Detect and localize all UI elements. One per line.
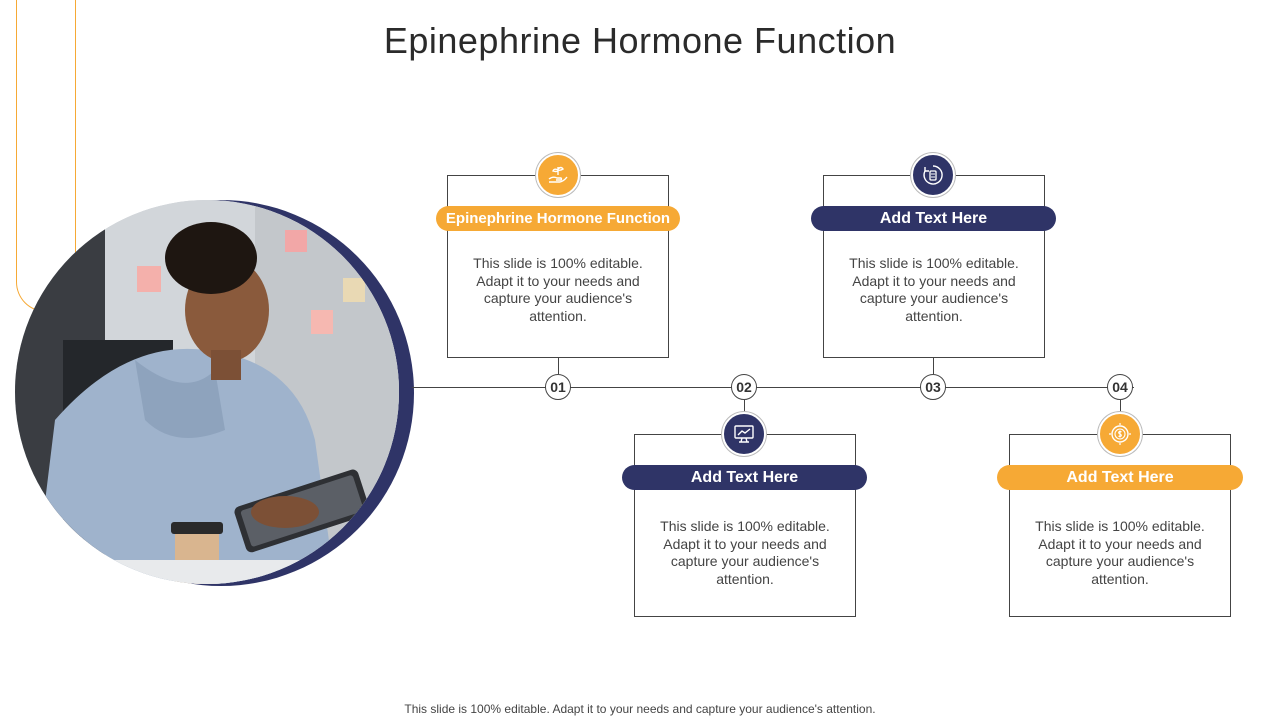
step-number-01: 01	[545, 374, 571, 400]
step-body-01: This slide is 100% editable. Adapt it to your needs and capture your audience's attention.	[473, 255, 643, 324]
connector-03	[933, 358, 934, 374]
dollar-coin-icon	[1098, 412, 1142, 456]
step-number-03: 03	[920, 374, 946, 400]
monitor-chart-icon	[722, 412, 766, 456]
connector-01	[558, 358, 559, 374]
step-heading-03: Add Text Here	[811, 206, 1056, 231]
step-body-02: This slide is 100% editable. Adapt it to your needs and capture your audience's attention.	[660, 518, 830, 587]
slide-title: Epinephrine Hormone Function	[383, 20, 897, 61]
step-number-04: 04	[1107, 374, 1133, 400]
step-number-02: 02	[731, 374, 757, 400]
step-body-03: This slide is 100% editable. Adapt it to your needs and capture your audience's attention.	[849, 255, 1019, 324]
step-heading-02: Add Text Here	[622, 465, 867, 490]
footer-note: This slide is 100% editable. Adapt it to your needs and capture your audience's attention.	[404, 702, 876, 716]
hand-plant-icon	[536, 153, 580, 197]
timeline-line	[412, 387, 1134, 388]
step-body-04: This slide is 100% editable. Adapt it to your needs and capture your audience's attention.	[1035, 518, 1205, 587]
step-heading-01: Epinephrine Hormone Function	[436, 206, 680, 231]
money-cycle-icon	[911, 153, 955, 197]
step-heading-04: Add Text Here	[997, 465, 1243, 490]
woman-with-tablet-photo	[15, 200, 399, 584]
